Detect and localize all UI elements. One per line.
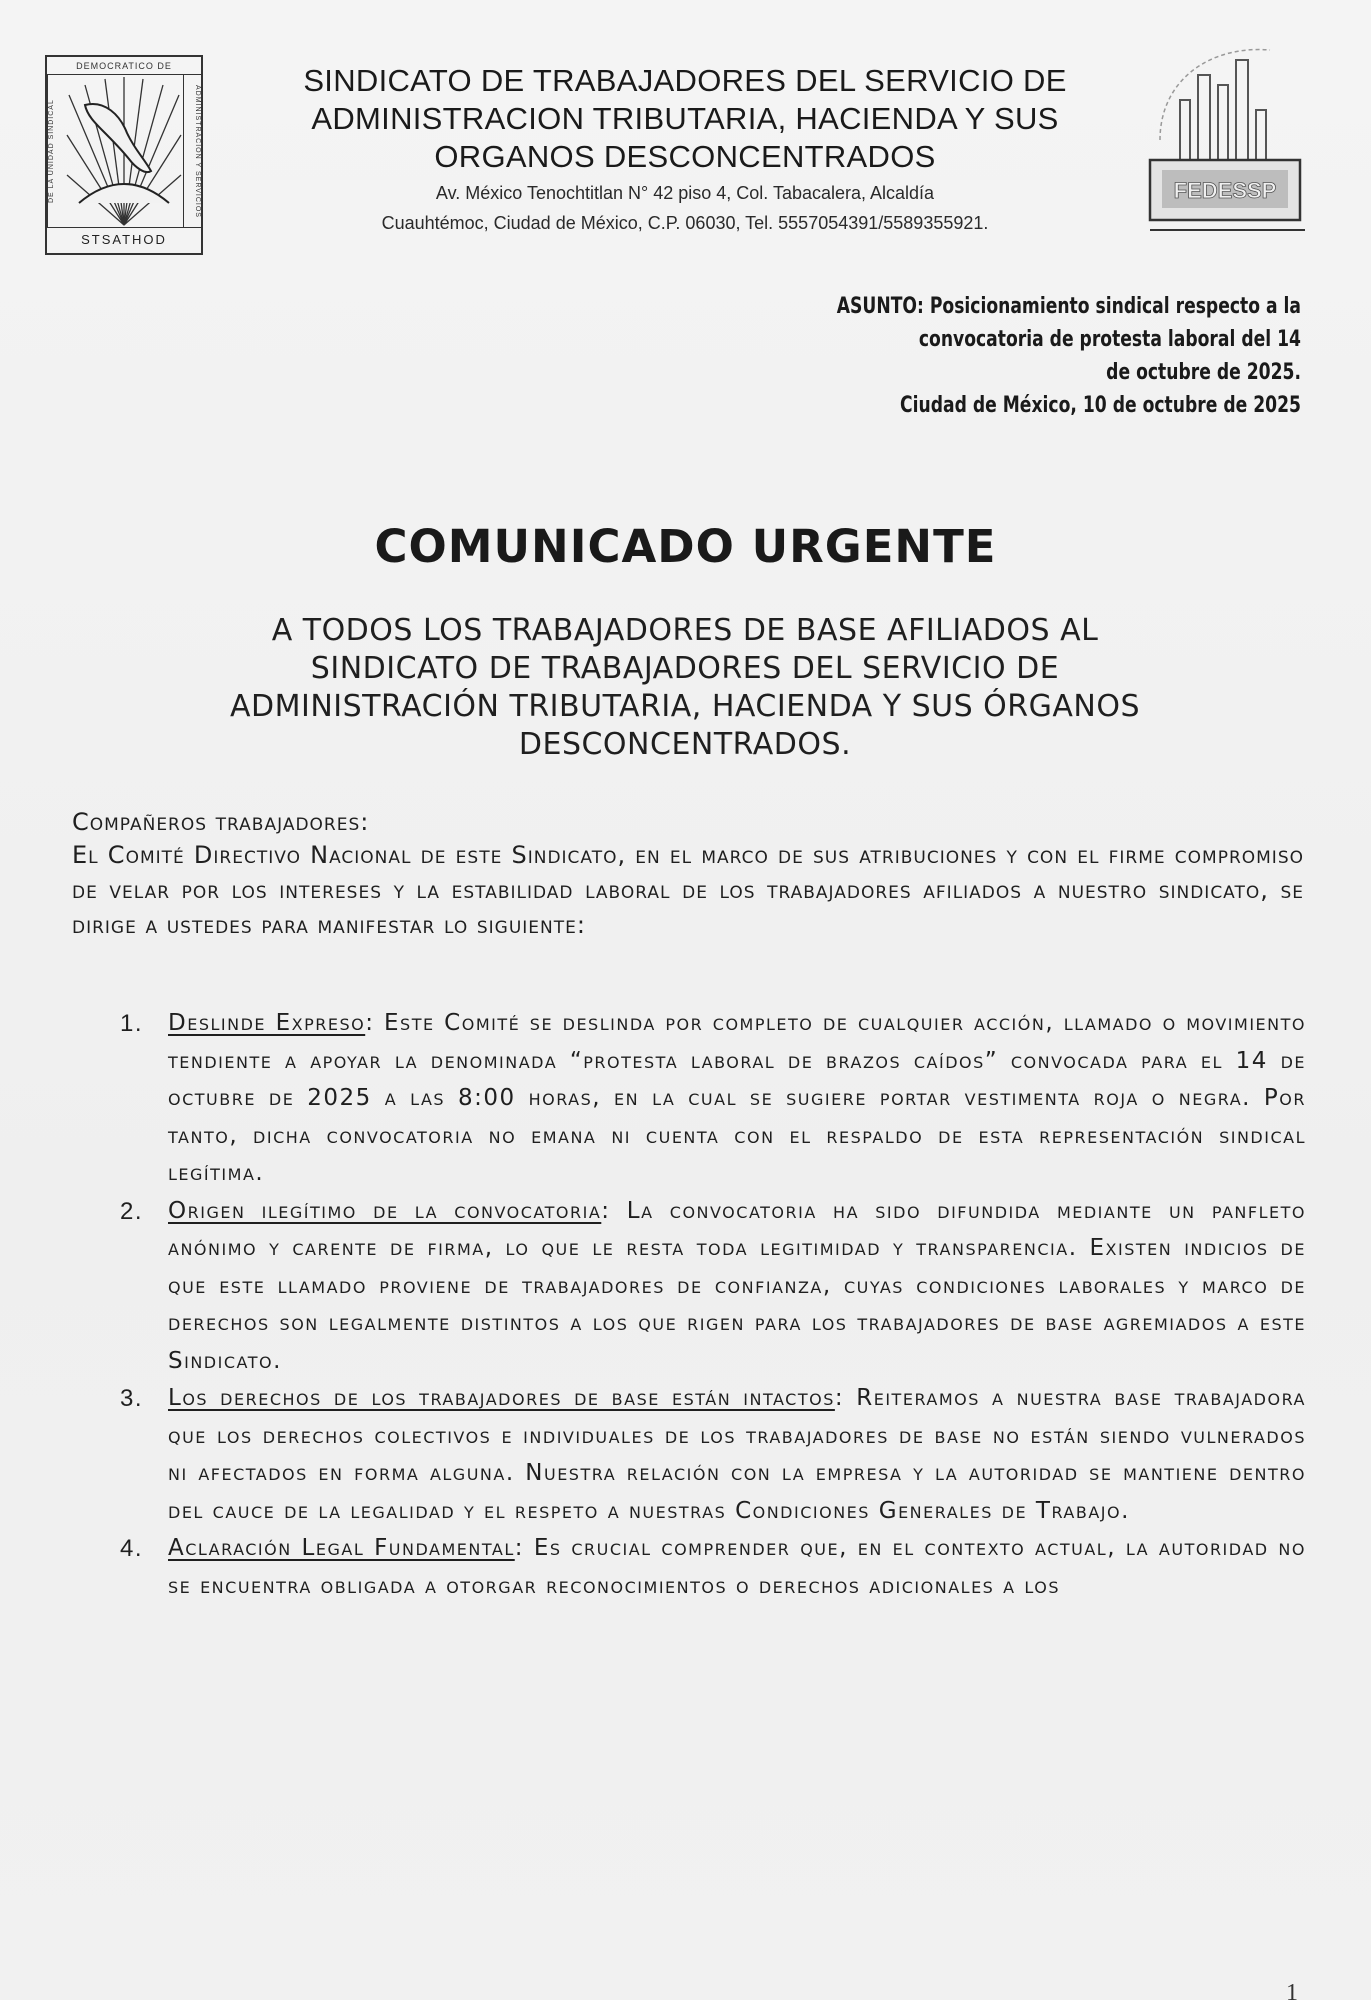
org-title-line: SINDICATO DE TRABAJADORES DEL SERVICIO DE <box>303 63 1067 98</box>
list-item <box>110 1380 1306 1530</box>
intro-paragraph: El Comité Directivo Nacional de este Sindicato, en el marco de sus atribuciones y con el firme compromiso de velar por los intereses y la estabilidad laboral de los trabajadores afiliados a nuestro sindicato, se dirige a ustedes para manifestar lo siguiente: <box>72 841 1304 939</box>
union-logo <box>45 55 203 255</box>
recipients-line: A TODOS LOS TRABAJADORES DE BASE AFILIADOS AL <box>271 613 1099 648</box>
list-item <box>110 1193 1306 1381</box>
item-body: : La convocatoria ha sido difundida mediante un panfleto anónimo y carente de firma, lo que le resta toda legitimidad y transparencia. Existen indicios de que este llamado proviene de trabajadores de confianza, cuyas condiciones laborales y marco de derechos son legalmente distintos a los que rigen para los trabajadores de base agremiados a este Sindicato. <box>168 1197 1306 1374</box>
item-body: : Este Comité se deslinda por completo de cualquier acción, llamado o movimiento tendiente a apoyar la denominada “protesta laboral de brazos caídos” convocada para el 14 de octubre de 2025 a las 8:00 horas, en la cual se sugiere portar vestimenta roja o negra. Por tanto, dicha convocatoria no emana ni cuenta con el respaldo de esta representación sindical legítima. <box>168 1010 1306 1186</box>
recipients-line: ADMINISTRACIÓN TRIBUTARIA, HACIENDA Y SUS ÓRGANOS <box>229 689 1141 724</box>
item-heading: Deslinde Expreso <box>168 1010 366 1036</box>
recipients-heading <box>110 612 1260 764</box>
logo-caption: STSATHOD <box>47 227 201 253</box>
item-number: 2. <box>120 1197 144 1225</box>
logo-side-text-right: ADMINISTRACION Y SERVICIOS <box>183 75 201 227</box>
numbered-list <box>110 1005 1306 1605</box>
item-body: : Es crucial comprender que, en el contexto actual, la autoridad no se encuentra obligada a otorgar reconocimientos o derechos adicionales a los <box>168 1535 1306 1599</box>
item-number: 3. <box>120 1385 144 1412</box>
subject-block <box>677 290 1301 422</box>
logo-emblem-icon <box>65 75 183 227</box>
organization-address <box>220 178 1150 238</box>
list-item <box>110 1005 1306 1193</box>
subject-label: ASUNTO: <box>836 294 924 319</box>
item-number: 4. <box>120 1535 144 1562</box>
organization-title <box>220 62 1150 176</box>
org-title-line: ADMINISTRACION TRIBUTARIA, HACIENDA Y SUS <box>311 101 1059 136</box>
subject-text: convocatoria de protesta laboral del 14 <box>918 327 1301 352</box>
item-heading: Aclaración Legal Fundamental <box>168 1535 515 1561</box>
recipients-line: SINDICATO DE TRABAJADORES DEL SERVICIO DE <box>310 651 1060 686</box>
item-heading: Los derechos de los trabajadores de base están intactos <box>168 1385 835 1411</box>
address-line: Cuauhtémoc, Ciudad de México, C.P. 06030, Tel. 5557054391/5589355921. <box>381 213 989 233</box>
recipients-line: DESCONCENTRADOS. <box>518 727 852 762</box>
org-title-line: ORGANOS DESCONCENTRADOS <box>434 139 936 174</box>
federation-logo-text: FEDESSP <box>1173 178 1277 203</box>
item-heading: Origen ilegítimo de la convocatoria <box>168 1197 602 1224</box>
logo-side-text-left: DE LA UNIDAD SINDICAL <box>47 75 65 227</box>
list-item <box>110 1530 1306 1605</box>
item-number: 1. <box>120 1010 144 1037</box>
greeting: Compañeros trabajadores: <box>72 808 370 836</box>
document-title: COMUNICADO URGENTE <box>374 520 997 573</box>
place-date: Ciudad de México, 10 de octubre de 2025 <box>900 393 1301 418</box>
subject-text: de octubre de 2025. <box>1106 360 1301 385</box>
item-body: : Reiteramos a nuestra base trabajadora que los derechos colectivos e individuales de los trabajadores de base no están siendo vulnerados ni afectados en forma alguna. Nuestra relación con la empresa y la autoridad se mantiene dentro del cauce de la legalidad y el respeto a nuestras Condiciones Generales de Trabajo. <box>168 1385 1306 1524</box>
page-number: 1 <box>1286 1980 1298 2000</box>
address-line: Av. México Tenochtitlan N° 42 piso 4, Col. Tabacalera, Alcaldía <box>435 183 935 203</box>
logo-ring-text: DEMOCRATICO DE <box>47 57 201 75</box>
federation-logo <box>1140 30 1310 235</box>
subject-text: Posicionamiento sindical respecto a la <box>923 294 1301 319</box>
